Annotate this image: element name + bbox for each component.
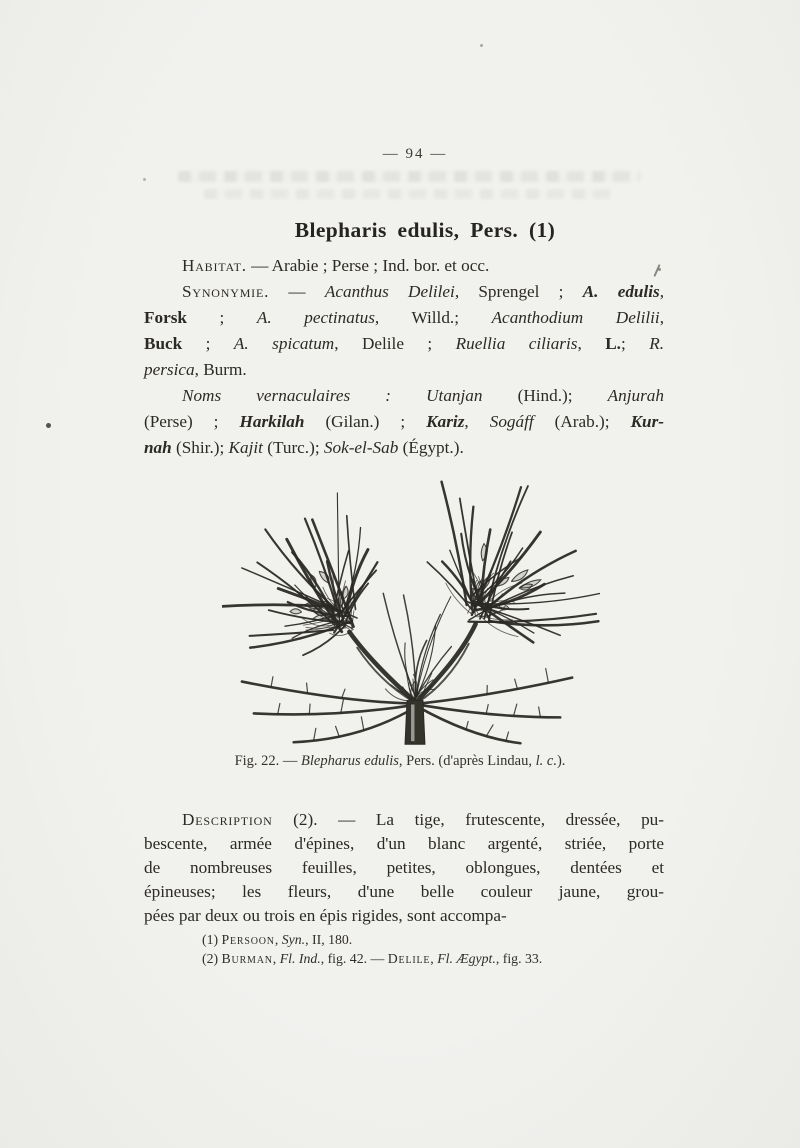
text-line: Noms vernaculaires : Utanjan (Hind.); Anjurah — [182, 386, 664, 405]
description-paragraph — [144, 808, 664, 928]
text-line: (Perse) ; Harkilah (Gilan.) ; Kariz, Sogáff (Arab.); Kur- — [144, 412, 664, 431]
plant-illustration — [222, 452, 600, 752]
text-line: Habitat. — Arabie ; Perse ; Ind. bor. et occ. — [182, 256, 490, 275]
text-line: bescente, armée d'épines, d'un blanc argenté, striée, porte — [144, 834, 664, 853]
figure-caption — [0, 751, 800, 771]
paper-specks — [480, 44, 483, 47]
footnotes — [202, 931, 672, 968]
text-line: Fig. 22. — Blepharus edulis, Pers. (d'après Lindau, l. c.). — [234, 753, 566, 769]
bleedthrough-text-smudge — [204, 189, 612, 199]
text-line: de nombreuses feuilles, petites, oblongues, dentées et — [144, 858, 664, 877]
text-line: Description (2). — La tige, frutescente, dressée, pu- — [182, 810, 664, 829]
text-line: persica, Burm. — [144, 360, 247, 379]
botanical-figure — [222, 452, 600, 752]
page-title: Blepharis edulis, Pers. (1) — [294, 218, 556, 243]
text-line: Synonymie. — Acanthus Delilei, Sprengel ; A. edulis, — [182, 282, 665, 301]
page-number: — 94 — — [382, 146, 448, 162]
intro-paragraphs — [144, 253, 664, 461]
text-line: Buck ; A. spicatum, Delile ; Ruellia ciliaris, L.; R. — [144, 334, 664, 353]
text-line: (1) Persoon, Syn., II, 180. — [202, 932, 353, 947]
text-line: nah (Shir.); Kajit (Turc.); Sok-el-Sab (Égypt.). — [144, 438, 464, 457]
text-line: Forsk ; A. pectinatus, Willd.; Acanthodium Delilii, — [144, 308, 664, 327]
text-line: épineuses; les fleurs, d'une belle couleur jaune, grou- — [144, 882, 664, 901]
text-line: (2) Burman, Fl. Ind., fig. 42. — Delile, Fl. Ægypt., fig. 33. — [202, 950, 543, 966]
text-line: pées par deux ou trois en épis rigides, sont accompa- — [144, 906, 507, 925]
bleedthrough-text-smudge — [178, 171, 640, 182]
